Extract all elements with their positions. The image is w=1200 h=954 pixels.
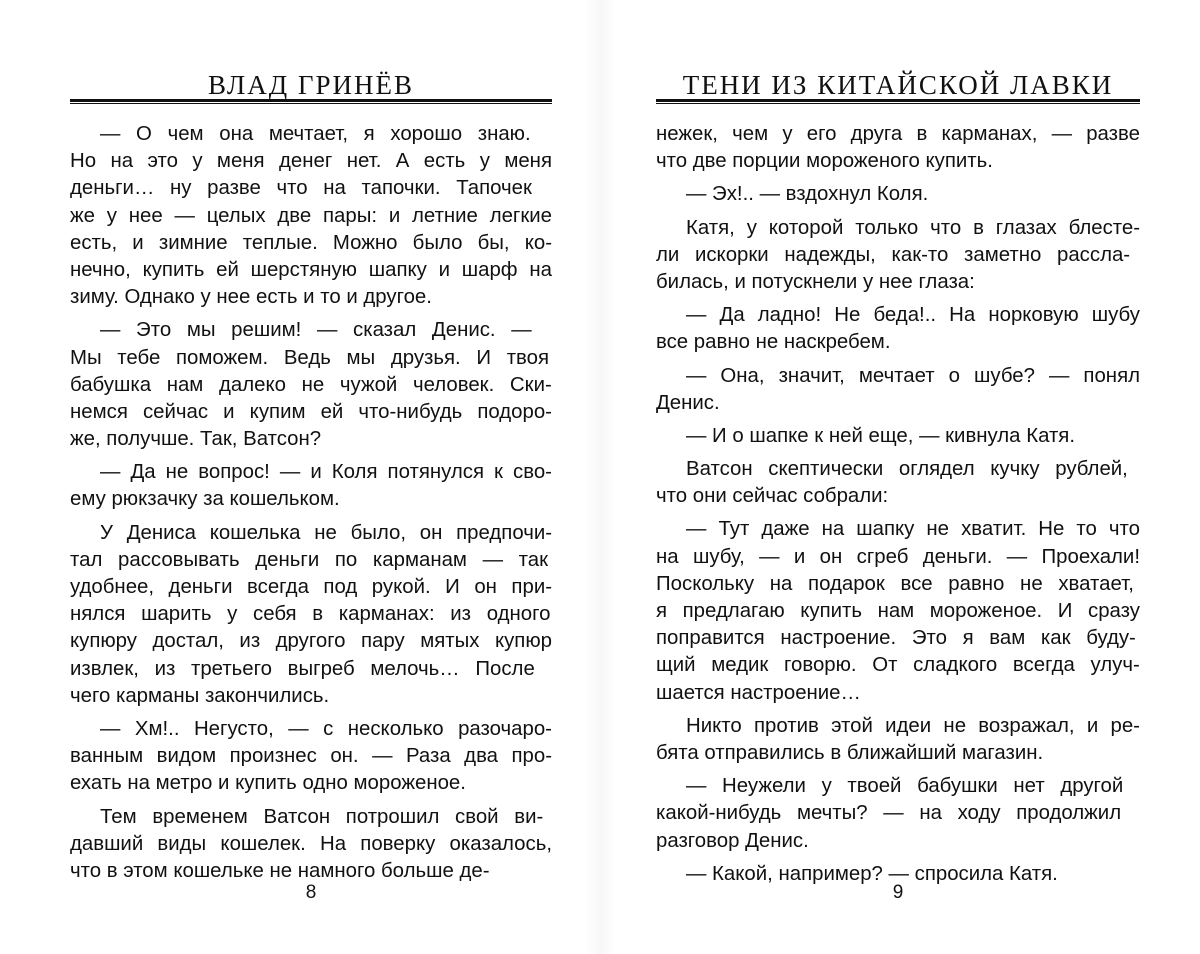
paragraph [656,423,1140,450]
page-number: 8 [305,882,317,903]
text-line: что две порции мороженого купить. [656,150,993,173]
paragraph [70,121,552,311]
text-line: У Дениса кошелька не было, он предпочи- [100,521,553,544]
text-line: ехать на метро и купить одно мороженое. [70,772,466,795]
text-line: извлек, из третьего выгреб мелочь… После [70,657,535,680]
text-line: — Это мы решим! — сказал Денис. — [100,319,532,342]
paragraph [656,215,1140,297]
text-line: поправится настроение. Это я вам как буду- [656,627,1136,650]
text-line: разговор Денис. [656,829,809,852]
text-line: тал рассовывать деньги по карманам — так [70,548,549,571]
text-line: Ватсон скептически оглядел кучку рублей, [686,458,1128,481]
text-line: что они сейчас собрали: [656,485,889,508]
paragraph [70,520,552,710]
text-line: — Да ладно! Не беда!.. На норковую шубу [686,304,1140,327]
text-line: — Эх!.. — вздохнул Коля. [686,183,929,206]
left-page [70,0,552,954]
text-line: — О чем она мечтает, я хорошо знаю. [100,123,531,145]
text-line: шается настроение… [656,681,861,704]
header-rule [656,99,1140,104]
header-rule [70,99,552,104]
text-line: — Она, значит, мечтает о шубе? — понял [686,364,1141,387]
text-line: деньги… ну разве что на тапочки. Тапочек [70,177,532,200]
paragraph [656,773,1140,855]
text-line: ему рюкзачку за кошельком. [70,488,340,511]
text-line: Денис. [656,391,720,414]
text-line: Но на это у меня денег нет. А есть у меня [70,150,552,173]
text-line: — Неужели у твоей бабушки нет другой [686,775,1124,798]
text-line: есть, и зимние теплые. Можно было бы, ко- [70,231,553,254]
text-line: я предлагаю купить нам мороженое. И сразу [656,600,1140,622]
paragraph [656,363,1140,417]
text-line: все равно не наскребем. [656,331,891,354]
text-line: — Какой, например? — спросила Катя. [686,862,1058,885]
text-line: что в этом кошельке не намного больше де- [70,859,490,882]
paragraph [656,181,1140,208]
paragraph [70,804,552,886]
text-line: Тем временем Ватсон потрошил свой ви- [100,805,544,828]
paragraph [70,716,552,798]
paragraph [656,516,1140,706]
text-line: же у нее — целых две пары: и летние легкие [70,204,553,227]
text-line: Мы тебе поможем. Ведь мы друзья. И твоя [70,346,550,369]
running-head-title: ТЕНИ ИЗ КИТАЙСКОЙ ЛАВКИ [682,70,1114,100]
page-number: 9 [892,882,904,903]
right-page [656,0,1140,954]
text-line: купюру достал, из другого пару мятых купюр [70,630,552,653]
paragraph [656,302,1140,356]
text-line: удобнее, деньги всегда под рукой. И он при- [70,576,552,598]
text-line: какой-нибудь мечты? — на ходу продолжил [656,802,1122,825]
text-line: — Хм!.. Негусто, — с несколько разочаро- [100,717,552,740]
text-line: щий медик говорю. От сладкого всегда улуч- [656,654,1140,677]
paragraph [656,456,1140,510]
text-line: билась, и потускнели у нее глаза: [656,270,975,293]
text-line: — Да не вопрос! — и Коля потянулся к сво- [100,461,552,484]
running-head-author: ВЛАД ГРИНЁВ [207,70,415,100]
paragraph [656,121,1140,175]
gutter [585,0,615,954]
text-line: нежек, чем у его друга в карманах, — разве [656,123,1140,145]
paragraph [70,317,552,453]
text-line: чего карманы закончились. [70,684,330,707]
text-line: нялся шарить у себя в карманах: из одного [70,603,551,626]
text-line: Никто против этой идеи не возражал, и ре- [686,714,1140,737]
text-line: ванным видом произнес он. — Раза два про- [70,745,553,768]
body-text [70,121,552,885]
paragraph [656,713,1140,767]
text-line: Поскольку на подарок все равно не хватает, [656,572,1134,595]
text-line: — И о шапке к ней еще, — кивнула Катя. [686,424,1076,447]
text-line: же, получше. Так, Ватсон? [70,428,322,451]
text-line: нечно, купить ей шерстяную шапку и шарф на [70,258,552,281]
text-line: немся сейчас и купим ей что-нибудь подоро- [70,400,552,423]
text-line: на шубу, — и он сгреб деньги. — Проехали! [656,545,1140,568]
text-line: зиму. Однако у нее есть и то и другое. [70,286,432,309]
text-line: — Тут даже на шапку не хватит. Не то что [686,518,1140,541]
text-line: бабушка нам далеко не чужой человек. Ски- [70,373,552,396]
text-line: давший виды кошелек. На поверку оказалось, [70,832,552,855]
paragraph [70,459,552,513]
text-line: Катя, у которой только что в глазах блесте- [686,216,1141,239]
body-text [656,121,1140,888]
text-line: бята отправились в ближайший магазин. [656,741,1044,764]
text-line: ли искорки надежды, как-то заметно рассла- [656,243,1131,266]
